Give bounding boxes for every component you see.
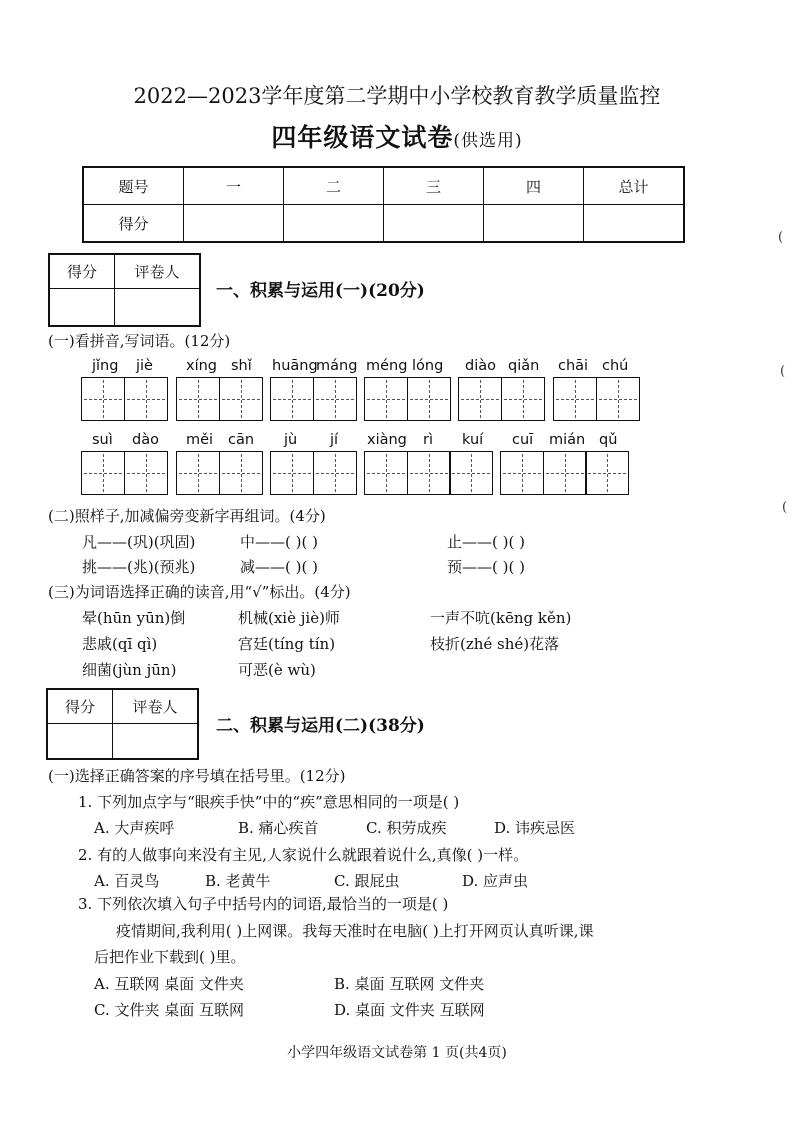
grader-score-input[interactable] (47, 724, 113, 760)
pinyin-label: lóng (412, 358, 444, 374)
pinyin-label: chāi (558, 358, 589, 374)
writing-grid (176, 451, 263, 495)
grid-cell[interactable] (500, 451, 544, 495)
pinyin-label: jí (330, 432, 339, 448)
writing-grid (176, 377, 263, 421)
grid-cell[interactable] (124, 377, 168, 421)
pinyin-label: cān (228, 432, 255, 448)
section2-title: 二、积累与运用(二)(38分) (216, 716, 425, 736)
writing-grid (553, 377, 640, 421)
grid-cell[interactable] (219, 377, 263, 421)
grader-name-label: 评卷人 (113, 689, 199, 724)
pronunciation-item[interactable]: 细菌(jùn jūn) (82, 661, 177, 679)
grader-name-input[interactable] (115, 289, 201, 327)
score-cell: 二 (284, 167, 384, 205)
writing-grid (500, 451, 629, 495)
grid-cell[interactable] (313, 377, 357, 421)
pinyin-label: dào (132, 432, 159, 448)
score-input-cell[interactable] (284, 205, 384, 243)
pronunciation-item[interactable]: 机械(xiè jiè)师 (238, 609, 340, 627)
pronunciation-item[interactable]: 悲戚(qī qì) (82, 635, 158, 653)
section1-q1-title: (一)看拼音,写词语。(12分) (48, 332, 231, 350)
pinyin-label: měi (186, 432, 214, 448)
mc-option[interactable]: D. 讳疾忌医 (494, 819, 576, 837)
grader-score-label: 得分 (49, 254, 115, 289)
pinyin-label: xíng (186, 358, 218, 374)
q2-blank-4[interactable]: 预——( )( ) (447, 558, 525, 576)
mc-option[interactable]: A. 百灵鸟 (94, 872, 160, 890)
grid-cell[interactable] (313, 451, 357, 495)
page-footer: 小学四年级语文试卷第 1 页(共4页) (287, 1045, 507, 1061)
mc-question-1: 1. 下列加点字与“眼疾手快”中的“疾”意思相同的一项是( ) (78, 793, 460, 811)
grid-cell[interactable] (458, 377, 502, 421)
pinyin-label: mián (549, 432, 586, 448)
writing-grid (81, 451, 168, 495)
score-row-label: 得分 (83, 205, 184, 243)
grader-name-input[interactable] (113, 724, 199, 760)
grid-cell[interactable] (364, 377, 408, 421)
score-input-cell[interactable] (384, 205, 484, 243)
q2-blank-2[interactable]: 止——( )( ) (447, 533, 525, 551)
q2-example-1: 凡——(巩)(巩固) (82, 533, 196, 551)
mc-option[interactable]: B. 痛心疾首 (238, 819, 319, 837)
mc-option[interactable]: A. 大声疾呼 (94, 819, 175, 837)
writing-grid (364, 451, 493, 495)
score-input-cell[interactable] (484, 205, 584, 243)
mc-option[interactable]: B. 桌面 互联网 文件夹 (334, 975, 485, 993)
writing-grid (458, 377, 545, 421)
pinyin-label: huāng (272, 358, 318, 374)
grid-cell[interactable] (543, 451, 587, 495)
q2-blank-3[interactable]: 减——( )( ) (240, 558, 318, 576)
edge-mark: ( (780, 364, 786, 379)
mc-question-3-passage: 后把作业下载到( )里。 (94, 948, 246, 966)
pinyin-label: qǔ (599, 432, 618, 448)
section1-q3-title: (三)为词语选择正确的读音,用“√”标出。(4分) (48, 583, 351, 601)
q2-blank-1[interactable]: 中——( )( ) (240, 533, 318, 551)
pronunciation-item[interactable]: 枝折(zhé shé)花落 (430, 635, 560, 653)
writing-grid (270, 377, 357, 421)
grader-box-section2 (46, 688, 199, 760)
pinyin-label: kuí (462, 432, 484, 448)
grid-cell[interactable] (219, 451, 263, 495)
mc-question-3: 3. 下列依次填入句子中括号内的词语,最恰当的一项是( ) (78, 895, 449, 913)
score-cell: 四 (484, 167, 584, 205)
pinyin-label: chú (602, 358, 629, 374)
score-table-score-row (83, 205, 684, 243)
grid-cell[interactable] (270, 451, 314, 495)
grid-cell[interactable] (449, 451, 493, 495)
pinyin-label: máng (316, 358, 358, 374)
grader-box-section1 (48, 253, 201, 327)
mc-option[interactable]: A. 互联网 桌面 文件夹 (94, 975, 244, 993)
pinyin-label: méng (366, 358, 408, 374)
writing-grid (364, 377, 451, 421)
grid-cell[interactable] (501, 377, 545, 421)
pinyin-label: jiè (136, 358, 153, 374)
grid-cell[interactable] (407, 451, 451, 495)
pinyin-label: suì (92, 432, 113, 448)
grid-cell[interactable] (364, 451, 408, 495)
grader-score-label: 得分 (47, 689, 113, 724)
mc-option[interactable]: B. 老黄牛 (205, 872, 271, 890)
grid-cell[interactable] (596, 377, 640, 421)
pinyin-label: rì (423, 432, 433, 448)
grid-cell[interactable] (176, 377, 220, 421)
section1-title: 一、积累与运用(一)(20分) (216, 281, 425, 301)
pronunciation-item[interactable]: 可恶(è wù) (238, 661, 316, 679)
grid-cell[interactable] (124, 451, 168, 495)
writing-grid (270, 451, 357, 495)
mc-option[interactable]: C. 文件夹 桌面 互联网 (94, 1001, 245, 1019)
pinyin-label: diào (465, 358, 496, 374)
mc-option[interactable]: C. 积劳成疾 (366, 819, 447, 837)
score-cell: 三 (384, 167, 484, 205)
section1-q2-title: (二)照样子,加减偏旁变新字再组词。(4分) (48, 507, 326, 525)
grid-cell[interactable] (585, 451, 629, 495)
q2-example-2: 挑——(兆)(预兆) (82, 558, 196, 576)
section2-q1-title: (一)选择正确答案的序号填在括号里。(12分) (48, 767, 346, 785)
exam-header-line: 2022—2023学年度第二学期中小学校教育教学质量监控 (133, 84, 661, 108)
edge-mark: ( (782, 500, 788, 515)
grid-cell[interactable] (176, 451, 220, 495)
grader-name-label: 评卷人 (115, 254, 201, 289)
exam-title-main: 四年级语文试卷 (271, 123, 454, 152)
mc-question-2: 2. 有的人做事向来没有主见,人家说什么就跟着说什么,真像( )一样。 (78, 846, 529, 864)
grid-cell[interactable] (407, 377, 451, 421)
score-table-header-row (83, 167, 684, 205)
pronunciation-item[interactable]: 宫廷(tíng tín) (238, 635, 336, 653)
score-table (82, 166, 685, 243)
pinyin-label: xiàng (367, 432, 407, 448)
pinyin-label: shǐ (231, 358, 252, 374)
mc-option[interactable]: C. 跟屁虫 (334, 872, 400, 890)
score-cell: 一 (184, 167, 284, 205)
grid-cell[interactable] (81, 451, 125, 495)
mc-question-3-passage: 疫情期间,我利用( )上网课。我每天准时在电脑( )上打开网页认真听课,课 (116, 922, 594, 940)
writing-grid (81, 377, 168, 421)
grid-cell[interactable] (553, 377, 597, 421)
pinyin-label: qiǎn (508, 358, 540, 374)
edge-mark: ( (778, 230, 784, 245)
grid-cell[interactable] (270, 377, 314, 421)
score-cell: 题号 (83, 167, 184, 205)
grid-cell[interactable] (81, 377, 125, 421)
pronunciation-item[interactable]: 一声不吭(kēng kěn) (430, 609, 572, 627)
mc-option[interactable]: D. 应声虫 (462, 872, 529, 890)
grader-score-input[interactable] (49, 289, 115, 327)
exam-title (0, 118, 794, 154)
pinyin-label: jù (284, 432, 298, 448)
pronunciation-item[interactable]: 晕(hūn yūn)倒 (82, 609, 186, 627)
score-cell: 总计 (584, 167, 685, 205)
score-input-cell[interactable] (584, 205, 685, 243)
pinyin-label: cuī (512, 432, 534, 448)
pinyin-label: jǐng (92, 358, 119, 374)
mc-option[interactable]: D. 桌面 文件夹 互联网 (334, 1001, 485, 1019)
exam-title-sub: (供选用) (453, 131, 523, 151)
score-input-cell[interactable] (184, 205, 284, 243)
